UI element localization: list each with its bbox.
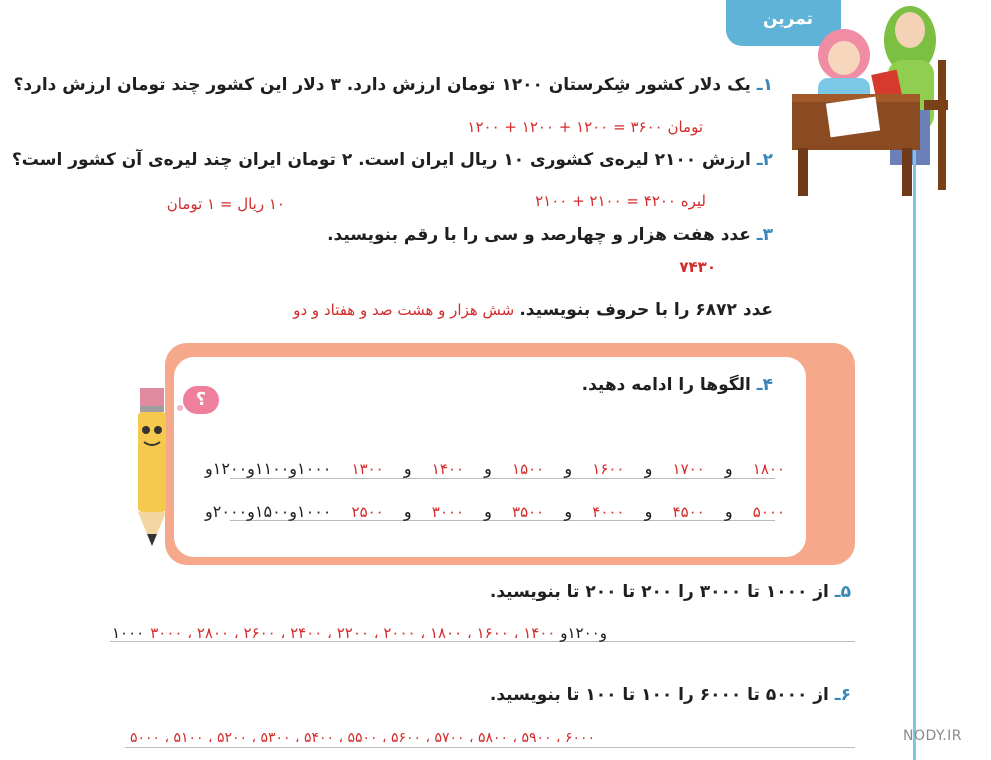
question-6-text: از ۵۰۰۰ تا ۶۰۰۰ را ۱۰۰ تا ۱۰۰ تا بنویسید. [489, 685, 829, 705]
watermark: NODY.IR [903, 728, 963, 744]
question-1-answer: تومان ۳۶۰۰ = ۱۲۰۰ + ۱۲۰۰ + ۱۲۰۰ [467, 118, 703, 136]
pattern-row-1 [205, 459, 785, 478]
question-5-text: از ۱۰۰۰ تا ۳۰۰۰ را ۲۰۰ تا ۲۰۰ تا بنویسید. [489, 582, 829, 602]
pattern-row-2-given: ۱۰۰۰و۱۵۰۰و۲۰۰۰و [205, 502, 332, 521]
pattern-row-2-answer: ۴۰۰۰ [592, 503, 625, 521]
question-6 [490, 685, 851, 705]
pattern-row-2-answer: ۳۵۰۰ [512, 503, 545, 521]
pattern-separator: و [403, 502, 412, 521]
question-2-answer: لیره ۴۲۰۰ = ۲۱۰۰ + ۲۱۰۰ [535, 192, 706, 210]
pattern-row-1-answer: ۱۶۰۰ [592, 460, 625, 478]
question-4-text: الگوها را ادامه دهید. [581, 375, 751, 395]
question-5-given: ۱۰۰۰و۱۲۰۰و [112, 624, 607, 642]
question-badge: ؟ [183, 386, 219, 414]
question-2-text: ارزش ۲۱۰۰ لیره‌ی کشوری ۱۰ ریال ایران است. ۲ تومان ایران چند لیره‌ی آن کشور است؟ [11, 150, 751, 170]
pattern-separator: و [484, 502, 492, 521]
question-6-number: ۶ـ [834, 685, 851, 705]
pattern-separator: و [484, 459, 492, 478]
question-6-answer: ۵۰۰۰ ، ۵۱۰۰ ، ۵۲۰۰ ، ۵۳۰۰ ، ۵۴۰۰ ، ۵۵۰۰ ، ۵۶۰۰ ، ۵۷۰۰ ، ۵۸۰۰ ، ۵۹۰۰ ، ۶۰۰۰ [130, 730, 596, 746]
pattern-row-1-answer: ۱۴۰۰ [431, 460, 464, 478]
students-illustration [788, 0, 958, 200]
pattern-separator: و [724, 459, 733, 478]
question-4 [582, 375, 773, 395]
question-3-answer2: شش هزار و هشت صد و هفتاد و دو [293, 301, 515, 319]
pattern-separator: و [564, 502, 573, 521]
pattern-separator: و [644, 502, 653, 521]
pattern-row-1-line [230, 478, 775, 479]
pattern-row-2-answer: ۵۰۰۰ [752, 503, 785, 521]
margin-rule [913, 150, 916, 760]
pattern-separator: و [644, 459, 653, 478]
question-3 [327, 225, 773, 245]
pattern-row-1-answer: ۱۳۰۰ [351, 460, 384, 478]
question-3-text2: عدد ۶۸۷۲ را با حروف بنویسید. [519, 300, 773, 320]
question-5 [490, 582, 851, 602]
question-5-answer-row [112, 624, 607, 642]
pattern-row-1-given: ۱۰۰۰و۱۱۰۰و۱۲۰۰و [205, 459, 332, 478]
section-title: تمرین [762, 9, 813, 29]
pattern-row-1-answer: ۱۷۰۰ [672, 460, 705, 478]
pattern-row-2-answer: ۴۵۰۰ [672, 503, 705, 521]
pattern-separator: و [564, 459, 573, 478]
pattern-row-2 [205, 502, 785, 521]
pattern-row-2-answer: ۲۵۰۰ [351, 503, 384, 521]
question-5-answer: ۱۴۰۰ ، ۱۶۰۰ ، ۱۸۰۰ ، ۲۰۰۰ ، ۲۲۰۰ ، ۲۴۰۰ ، ۲۶۰۰ ، ۲۸۰۰ ، ۳۰۰۰ [150, 624, 556, 642]
pattern-row-1-answer: ۱۸۰۰ [752, 460, 785, 478]
question-6-answer-row [130, 730, 595, 746]
question-3-answer: ۷۴۳۰ [679, 258, 716, 276]
pattern-row-1-answer: ۱۵۰۰ [512, 460, 545, 478]
question-4-number: ۴ـ [756, 375, 773, 395]
pattern-separator: و [724, 502, 733, 521]
pattern-separator: و [403, 459, 412, 478]
question-1-number: ۱ـ [756, 75, 773, 95]
pattern-row-2-answer: ۳۰۰۰ [431, 503, 464, 521]
question-2-number: ۲ـ [756, 150, 773, 170]
question-2-note: ۱۰ ریال = ۱ تومان [166, 195, 285, 213]
question-1-text: یک دلار کشور شِکرستان ۱۲۰۰ تومان ارزش دارد. ۳ دلار این کشور چند تومان ارزش دارد؟ [13, 75, 751, 95]
question-3-part2 [293, 300, 773, 320]
question-6-line [125, 747, 855, 748]
question-5-number: ۵ـ [834, 582, 851, 602]
question-2 [12, 150, 773, 170]
question-1 [13, 75, 773, 95]
question-3-text: عدد هفت هزار و چهارصد و سی را با رقم بنویسید. [327, 225, 751, 245]
question-3-number: ۳ـ [756, 225, 773, 245]
